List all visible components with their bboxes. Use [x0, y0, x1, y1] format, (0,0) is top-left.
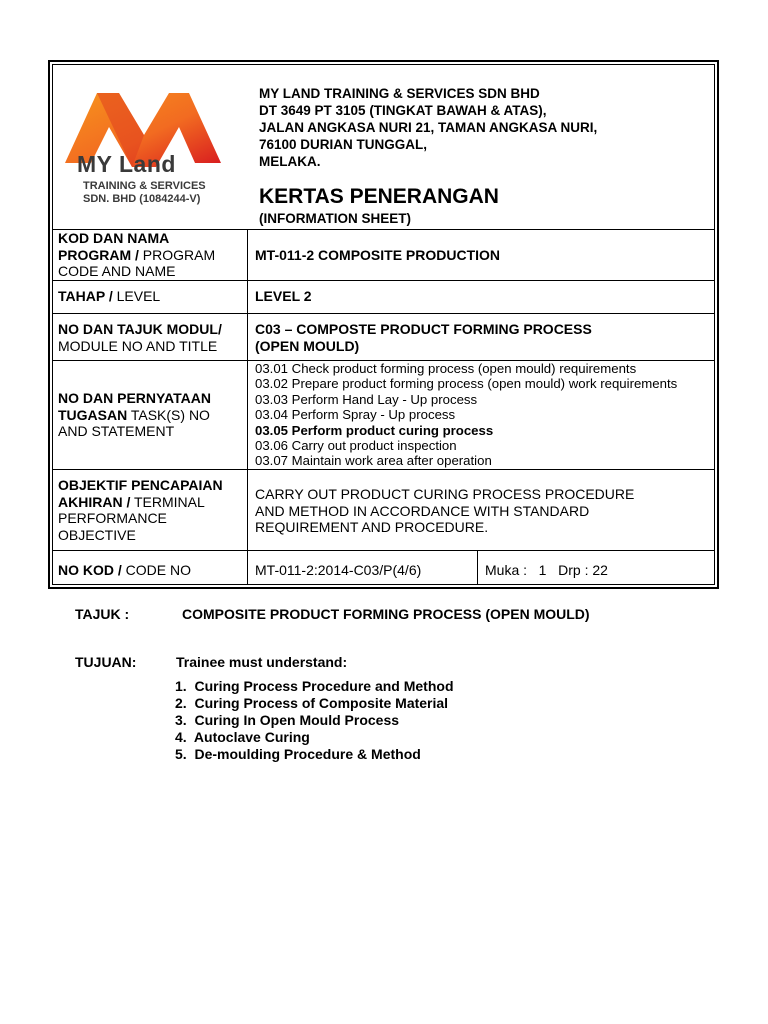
- level-value: LEVEL 2: [255, 288, 312, 304]
- tajuk-value: COMPOSITE PRODUCT FORMING PROCESS (OPEN MOULD): [182, 606, 590, 622]
- tasks-list: [255, 361, 677, 469]
- page-number: Muka : 1 Drp : 22: [485, 562, 608, 578]
- row-divider: [53, 280, 714, 281]
- objective-label: OBJEKTIF PENCAPAIAN AKHIRAN / TERMINAL PERFORMANCE OBJECTIVE: [58, 477, 223, 543]
- document-subtitle: (INFORMATION SHEET): [259, 211, 411, 226]
- program-label: KOD DAN NAMA PROGRAM / PROGRAM CODE AND NAME: [58, 230, 216, 279]
- task-item: 03.01 Check product forming process (open mould) requirements: [255, 361, 637, 376]
- address-line: JALAN ANGKASA NURI 21, TAMAN ANGKASA NURI,: [259, 120, 598, 135]
- module-value: C03 – COMPOSTE PRODUCT FORMING PROCESS (OPEN MOULD): [255, 321, 592, 354]
- address-line: DT 3649 PT 3105 (TINGKAT BAWAH & ATAS),: [259, 103, 547, 118]
- logo-brand-text: MY Land: [77, 151, 176, 177]
- column-divider: [477, 550, 478, 584]
- tujuan-label: TUJUAN:: [75, 654, 137, 670]
- address-line: 76100 DURIAN TUNGGAL,: [259, 137, 428, 152]
- table-inner-border: [52, 64, 715, 585]
- level-label: TAHAP / LEVEL: [58, 288, 161, 304]
- tujuan-intro: Trainee must understand:: [176, 654, 348, 670]
- objective-value: CARRY OUT PRODUCT CURING PROCESS PROCEDURE AND METHOD IN ACCORDANCE WITH STANDARD REQUIREMENT AND PROCEDURE.: [255, 486, 635, 535]
- list-item: 2. Curing Process of Composite Material: [175, 695, 449, 711]
- task-item: 03.04 Perform Spray - Up process: [255, 407, 456, 423]
- logo-line-2: SDN. BHD (1084244-V): [83, 193, 201, 205]
- company-logo: [61, 85, 226, 215]
- task-item: 03.07 Maintain work area after operation: [255, 453, 492, 469]
- list-item: 3. Curing In Open Mould Process: [175, 712, 400, 728]
- code-value: MT-011-2:2014-C03/P(4/6): [255, 562, 422, 578]
- column-divider: [247, 229, 248, 584]
- address-line: MY LAND TRAINING & SERVICES SDN BHD: [259, 86, 540, 101]
- tajuk-label: TAJUK :: [75, 606, 130, 622]
- task-item: 03.06 Carry out product inspection: [255, 438, 457, 454]
- address-line: MELAKA.: [259, 154, 321, 169]
- document-title: KERTAS PENERANGAN: [259, 185, 499, 208]
- list-item: 4. Autoclave Curing: [175, 729, 310, 745]
- row-divider: [53, 469, 714, 470]
- module-label: NO DAN TAJUK MODUL/ MODULE NO AND TITLE: [58, 321, 222, 354]
- program-value: MT-011-2 COMPOSITE PRODUCTION: [255, 247, 501, 263]
- task-item-highlighted: 03.05 Perform product curing process: [255, 422, 494, 438]
- company-address: [259, 85, 597, 170]
- logo-line-1: TRAINING & SERVICES: [83, 180, 206, 192]
- list-item: 5. De-moulding Procedure & Method: [175, 746, 421, 762]
- task-item: 03.03 Perform Hand Lay - Up process: [255, 391, 478, 407]
- code-label: NO KOD / CODE NO: [58, 562, 192, 578]
- task-item: 03.02 Prepare product forming process (open mould) work requirements: [255, 376, 678, 392]
- tasks-label: NO DAN PERNYATAAN TUGASAN TASK(S) NO AND STATEMENT: [58, 390, 211, 439]
- info-sheet-table: [48, 60, 719, 589]
- row-divider: [53, 313, 714, 314]
- row-divider: [53, 550, 714, 551]
- list-item: 1. Curing Process Procedure and Method: [175, 678, 454, 694]
